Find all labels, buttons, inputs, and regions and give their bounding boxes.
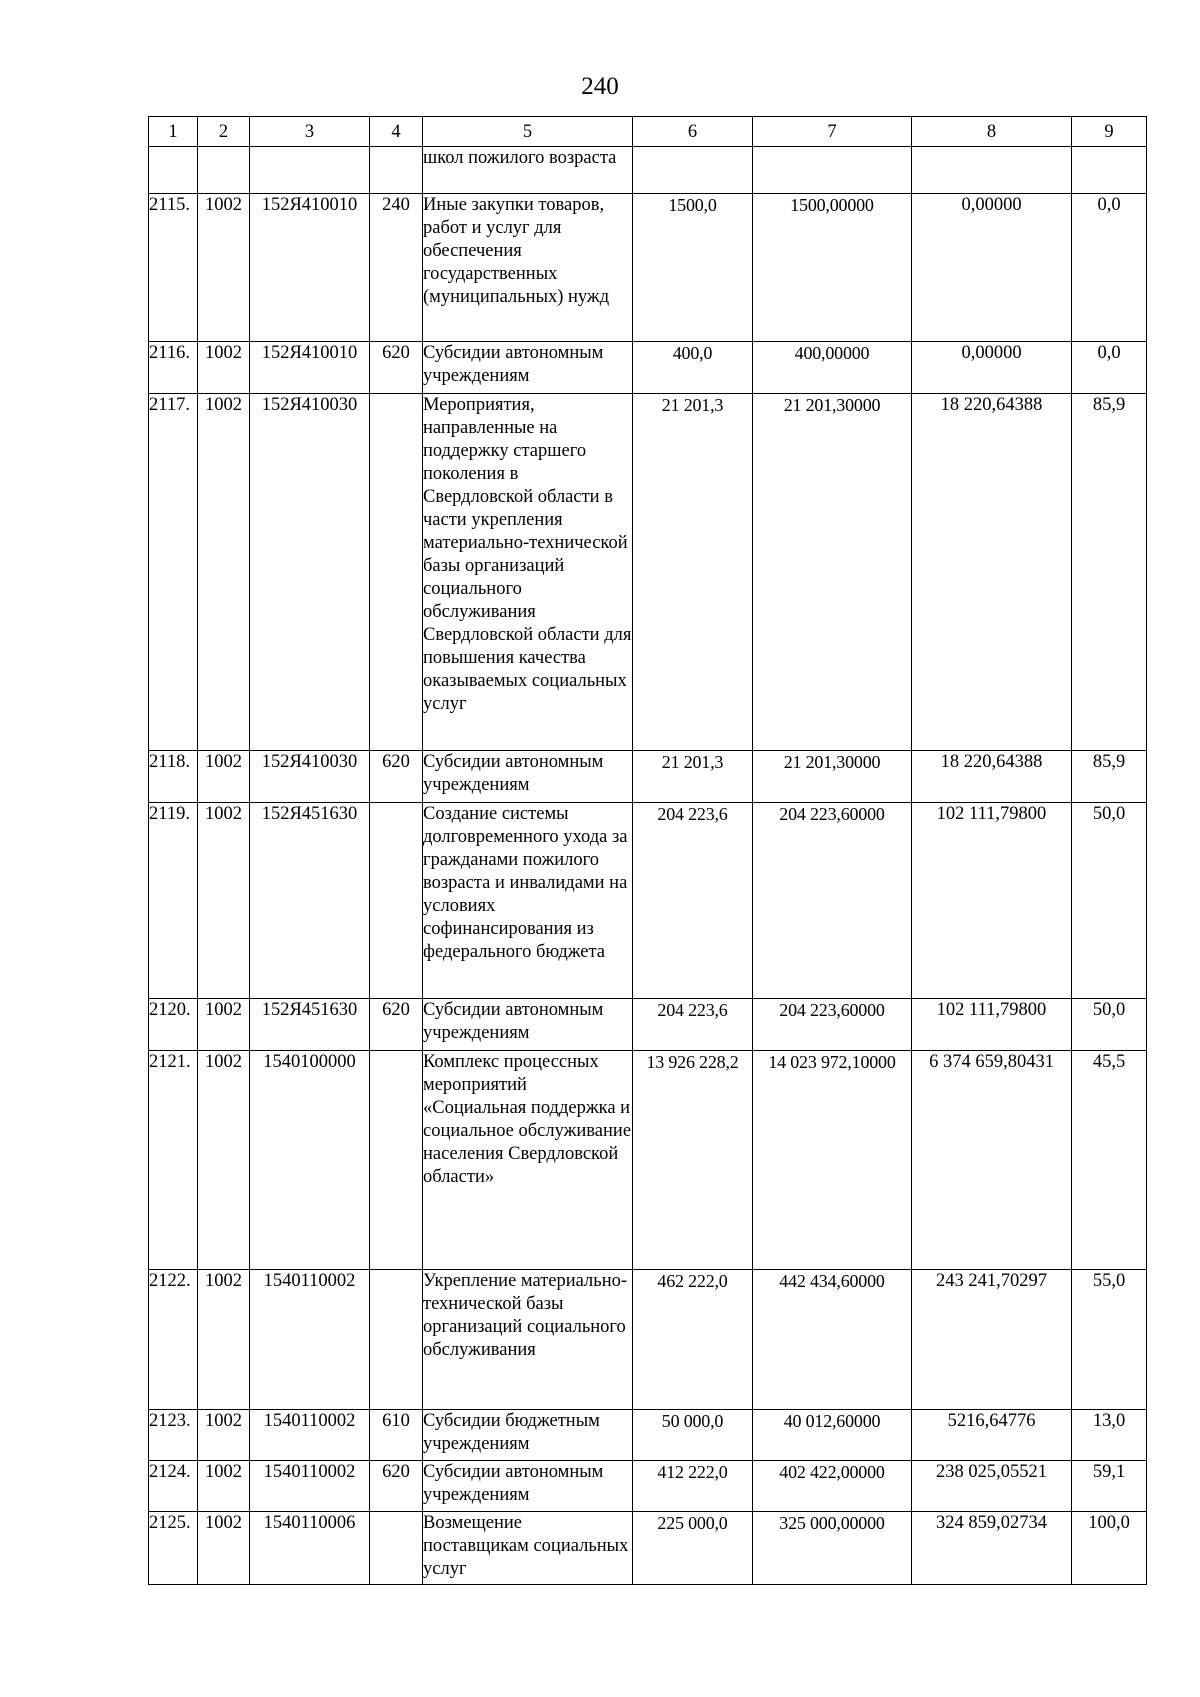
header-cell: 8 [912,117,1072,147]
target-article-code: 152Я451630 [250,803,370,999]
target-article-code: 152Я410030 [250,751,370,803]
header-cell: 5 [423,117,633,147]
header-cell: 6 [633,117,753,147]
row-number: 2120. [149,999,198,1051]
target-article-code: 1540110002 [250,1410,370,1461]
planned-amount: 462 222,0 [633,1270,753,1410]
expense-type-code: 620 [370,751,423,803]
expense-type-code: 610 [370,1410,423,1461]
target-article-code: 1540110002 [250,1270,370,1410]
header-cell: 7 [753,117,912,147]
executed-amount [912,147,1072,194]
clarified-amount: 40 012,60000 [753,1410,912,1461]
planned-amount: 204 223,6 [633,999,753,1051]
item-name: Субсидии автономным учреждениям [423,999,633,1051]
clarified-amount [753,147,912,194]
header-row [149,117,1147,147]
execution-percent: 85,9 [1072,394,1147,751]
item-name: Субсидии автономным учреждениям [423,1461,633,1512]
execution-percent: 50,0 [1072,803,1147,999]
header-cell: 9 [1072,117,1147,147]
table-row [149,803,1147,999]
executed-amount: 238 025,05521 [912,1461,1072,1512]
table-row [149,1512,1147,1585]
budget-table [148,116,1147,1585]
row-number: 2116. [149,342,198,394]
planned-amount: 412 222,0 [633,1461,753,1512]
clarified-amount: 325 000,00000 [753,1512,912,1585]
item-name: Укрепление материально-технической базы организаций социального обслуживания [423,1270,633,1410]
table-row [149,394,1147,751]
item-name: Комплекс процессных мероприятий «Социальная поддержка и социальное обслуживание населения Свердловской области» [423,1051,633,1270]
section-code: 1002 [198,394,250,751]
row-number: 2121. [149,1051,198,1270]
planned-amount: 1500,0 [633,194,753,342]
execution-percent: 50,0 [1072,999,1147,1051]
clarified-amount: 442 434,60000 [753,1270,912,1410]
target-article-code: 152Я451630 [250,999,370,1051]
table-row [149,147,1147,194]
item-name: Возмещение поставщикам социальных услуг [423,1512,633,1585]
target-article-code: 1540100000 [250,1051,370,1270]
target-article-code: 152Я410030 [250,394,370,751]
clarified-amount: 1500,00000 [753,194,912,342]
header-cell: 4 [370,117,423,147]
clarified-amount: 204 223,60000 [753,803,912,999]
table-row [149,1270,1147,1410]
row-number: 2117. [149,394,198,751]
planned-amount: 50 000,0 [633,1410,753,1461]
section-code: 1002 [198,803,250,999]
execution-percent: 13,0 [1072,1410,1147,1461]
execution-percent: 55,0 [1072,1270,1147,1410]
executed-amount: 324 859,02734 [912,1512,1072,1585]
expense-type-code [370,147,423,194]
planned-amount: 13 926 228,2 [633,1051,753,1270]
row-number [149,147,198,194]
item-name: школ пожилого возраста [423,147,633,194]
table-row [149,1051,1147,1270]
planned-amount: 21 201,3 [633,394,753,751]
clarified-amount: 21 201,30000 [753,751,912,803]
section-code: 1002 [198,1270,250,1410]
clarified-amount: 204 223,60000 [753,999,912,1051]
table-row [149,1461,1147,1512]
execution-percent: 45,5 [1072,1051,1147,1270]
clarified-amount: 21 201,30000 [753,394,912,751]
expense-type-code [370,803,423,999]
executed-amount: 18 220,64388 [912,751,1072,803]
executed-amount: 102 111,79800 [912,999,1072,1051]
target-article-code: 1540110006 [250,1512,370,1585]
target-article-code: 152Я410010 [250,194,370,342]
expense-type-code: 620 [370,1461,423,1512]
section-code [198,147,250,194]
section-code: 1002 [198,1410,250,1461]
header-cell: 1 [149,117,198,147]
expense-type-code: 620 [370,999,423,1051]
planned-amount: 225 000,0 [633,1512,753,1585]
item-name: Иные закупки товаров, работ и услуг для обеспечения государственных (муниципальных) нужд [423,194,633,342]
executed-amount: 5216,64776 [912,1410,1072,1461]
executed-amount: 18 220,64388 [912,394,1072,751]
expense-type-code [370,1051,423,1270]
item-name: Субсидии автономным учреждениям [423,751,633,803]
clarified-amount: 14 023 972,10000 [753,1051,912,1270]
execution-percent: 100,0 [1072,1512,1147,1585]
executed-amount: 102 111,79800 [912,803,1072,999]
execution-percent [1072,147,1147,194]
row-number: 2124. [149,1461,198,1512]
executed-amount: 243 241,70297 [912,1270,1072,1410]
execution-percent: 0,0 [1072,342,1147,394]
section-code: 1002 [198,1461,250,1512]
header-cell: 3 [250,117,370,147]
execution-percent: 0,0 [1072,194,1147,342]
table-row [149,999,1147,1051]
expense-type-code: 240 [370,194,423,342]
execution-percent: 85,9 [1072,751,1147,803]
table-row [149,194,1147,342]
executed-amount: 0,00000 [912,194,1072,342]
row-number: 2123. [149,1410,198,1461]
planned-amount: 400,0 [633,342,753,394]
planned-amount [633,147,753,194]
execution-percent: 59,1 [1072,1461,1147,1512]
expense-type-code: 620 [370,342,423,394]
target-article-code: 1540110002 [250,1461,370,1512]
section-code: 1002 [198,342,250,394]
row-number: 2122. [149,1270,198,1410]
row-number: 2115. [149,194,198,342]
section-code: 1002 [198,1512,250,1585]
executed-amount: 6 374 659,80431 [912,1051,1072,1270]
executed-amount: 0,00000 [912,342,1072,394]
header-cell: 2 [198,117,250,147]
item-name: Субсидии бюджетным учреждениям [423,1410,633,1461]
section-code: 1002 [198,751,250,803]
row-number: 2125. [149,1512,198,1585]
planned-amount: 21 201,3 [633,751,753,803]
clarified-amount: 402 422,00000 [753,1461,912,1512]
item-name: Создание системы долговременного ухода за гражданами пожилого возраста и инвалидами на условиях софинансирования из федерального бюджета [423,803,633,999]
section-code: 1002 [198,999,250,1051]
row-number: 2119. [149,803,198,999]
target-article-code: 152Я410010 [250,342,370,394]
page-number: 240 [581,73,619,100]
expense-type-code [370,1270,423,1410]
expense-type-code [370,394,423,751]
row-number: 2118. [149,751,198,803]
item-name: Мероприятия, направленные на поддержку старшего поколения в Свердловской области в части укрепления материально-технической базы организаций социального обслуживания Свердловской области для повышения качества оказываемых социальных услуг [423,394,633,751]
table-row [149,751,1147,803]
target-article-code [250,147,370,194]
planned-amount: 204 223,6 [633,803,753,999]
section-code: 1002 [198,1051,250,1270]
expense-type-code [370,1512,423,1585]
table-row [149,1410,1147,1461]
table-row [149,342,1147,394]
clarified-amount: 400,00000 [753,342,912,394]
item-name: Субсидии автономным учреждениям [423,342,633,394]
section-code: 1002 [198,194,250,342]
